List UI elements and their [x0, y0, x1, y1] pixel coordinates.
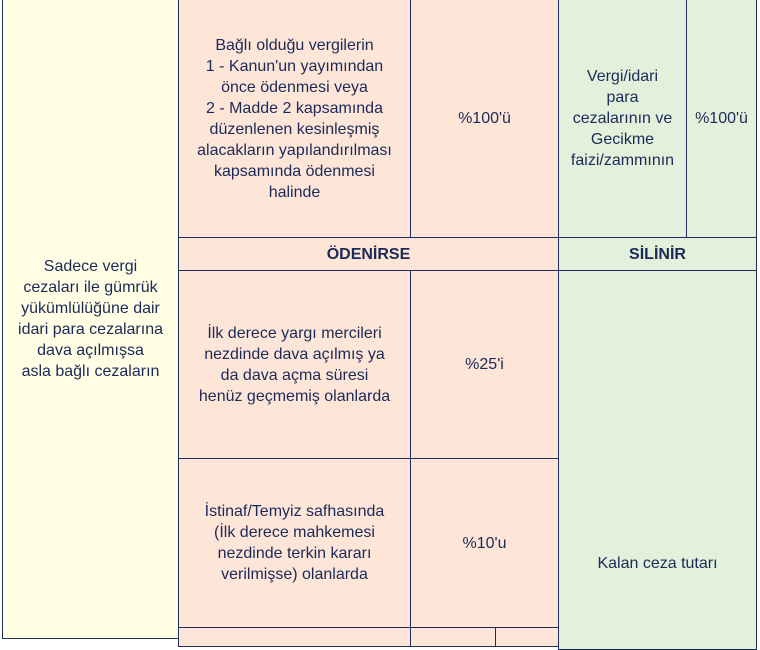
green-line-1: Vergi/idari	[586, 68, 659, 85]
left-line-1: Sadece vergi	[43, 258, 138, 275]
row3-condition-text	[205, 501, 385, 585]
row2-condition-cell	[178, 270, 411, 459]
header-cancelled-label: SİLİNİR	[629, 245, 686, 263]
row3-condition-cell	[178, 458, 411, 628]
row4-partial-cell-b	[410, 627, 496, 647]
row1-percent-cell	[410, 0, 559, 238]
row1-line-4: 2 - Madde 2 kapsamında	[205, 99, 383, 117]
row1-line-5: düzenlenen kesinleşmiş	[209, 120, 380, 138]
row1-green-percent-value: %100'ü	[695, 110, 748, 127]
row1-line-1: Bağlı olduğu vergilerin	[215, 36, 374, 54]
row1-line-8: halinde	[268, 183, 321, 201]
row2-line-4: henüz geçmemiş olanlarda	[198, 387, 391, 405]
row2-condition-text	[199, 323, 390, 407]
row1-condition-text	[197, 35, 392, 203]
header-paid-label: ÖDENİRSE	[326, 245, 411, 263]
green-line-4: Gecikme	[590, 131, 655, 148]
row3-line-4: verilmişse) olanlarda	[221, 566, 368, 583]
row1-condition-cell	[178, 0, 411, 238]
row1-percent-value: %100'ü	[458, 110, 511, 127]
left-line-4: idari para cezalarına	[18, 321, 163, 338]
row3-line-1: İstinaf/Temyiz safhasında	[204, 503, 385, 520]
row4-partial-cell-c	[495, 627, 559, 647]
left-category-text	[18, 256, 163, 382]
left-line-6: asla bağlı cezaların	[21, 363, 160, 380]
green-line-2: para	[606, 89, 639, 106]
left-category-cell	[2, 0, 179, 639]
green-line-3: cezalarının ve	[572, 110, 673, 127]
row2-line-2: nezdinde dava açılmış ya	[204, 345, 385, 363]
remaining-penalty-cell	[558, 270, 757, 650]
row1-line-3: önce ödenmesi veya	[221, 78, 368, 96]
row3-percent-cell	[410, 458, 559, 628]
header-paid-cell	[178, 237, 559, 271]
row1-line-2: 1 - Kanun'un yayımından	[205, 57, 384, 75]
row2-line-3: da dava açma süresi	[220, 366, 369, 384]
row2-line-1: İlk derece yargı mercileri	[207, 324, 382, 342]
row3-percent-value: %10'u	[462, 534, 507, 552]
row1-green-label-cell	[558, 0, 687, 238]
row4-partial-cell-a	[178, 627, 411, 647]
row2-percent-value: %25'i	[465, 356, 504, 373]
row3-line-2: (İlk derece mahkemesi	[214, 524, 375, 541]
left-line-2: cezaları ile gümrük	[23, 279, 158, 296]
row3-line-3: nezdinde terkin kararı	[217, 545, 372, 562]
left-line-3: yükümlülüğüne dair	[21, 300, 160, 317]
green-line-5: faizi/zammının	[570, 152, 675, 169]
row1-green-percent-cell	[686, 0, 757, 238]
row1-green-label-text	[571, 66, 674, 171]
header-cancelled-cell	[558, 237, 757, 271]
row2-percent-cell	[410, 270, 559, 459]
row1-line-6: alacakların yapılandırılması	[197, 141, 392, 159]
row1-line-7: kapsamında ödenmesi	[214, 162, 375, 180]
remaining-penalty-label: Kalan ceza tutarı	[597, 555, 718, 572]
left-line-5: dava açılmışsa	[37, 342, 144, 359]
